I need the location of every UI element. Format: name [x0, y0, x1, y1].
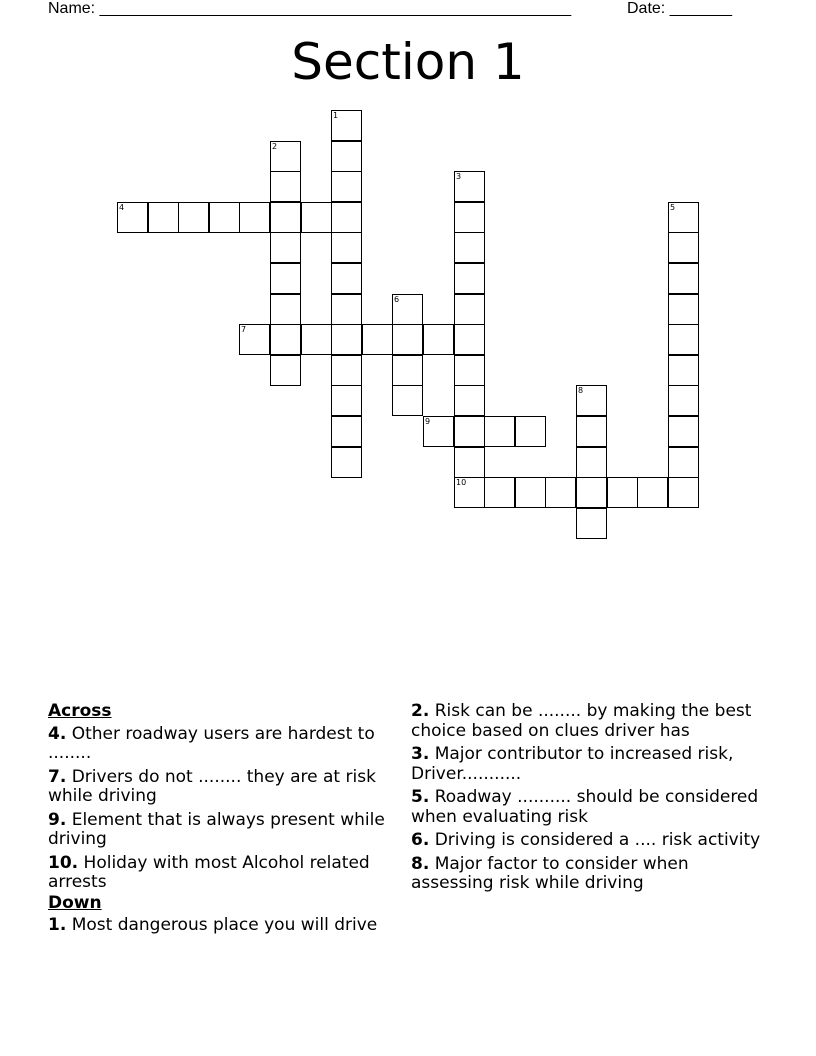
clue-text: Major contributor to increased risk, Driver........... [411, 744, 734, 784]
clue-number-label: 4 [119, 203, 125, 212]
date-field: Date: _______ [627, 0, 732, 17]
grid-cell[interactable] [668, 263, 699, 294]
clue-number: 7. [48, 766, 67, 787]
grid-cell[interactable] [331, 416, 362, 447]
down-clue-8 [411, 855, 771, 894]
grid-cell[interactable] [668, 416, 699, 447]
grid-cell[interactable] [515, 416, 546, 447]
grid-cell[interactable] [668, 385, 699, 416]
down-clue-3 [411, 745, 771, 784]
across-clue-9 [48, 811, 398, 850]
grid-cell[interactable] [668, 477, 699, 508]
down-heading: Down [48, 892, 102, 913]
grid-cell[interactable] [239, 324, 270, 355]
clue-text: Most dangerous place you will drive [71, 915, 378, 935]
grid-cell[interactable] [331, 232, 362, 263]
grid-cell[interactable] [607, 477, 638, 508]
name-field: Name: _____________________________________________________ [48, 0, 572, 17]
grid-cell[interactable] [576, 385, 607, 416]
down-clue-5 [411, 788, 771, 827]
clue-number-label: 6 [394, 295, 400, 304]
clue-number: 10. [48, 852, 79, 873]
grid-cell[interactable] [392, 385, 423, 416]
clue-number: 2. [411, 701, 430, 721]
clue-number-label: 5 [670, 203, 676, 212]
grid-cell[interactable] [239, 202, 270, 233]
grid-cell[interactable] [484, 477, 515, 508]
grid-cell[interactable] [301, 202, 332, 233]
grid-cell[interactable] [454, 447, 485, 478]
clues-right-column [411, 702, 771, 898]
clues-left-column [48, 702, 398, 940]
grid-cell[interactable] [637, 477, 668, 508]
grid-cell[interactable] [392, 324, 423, 355]
grid-cell[interactable] [668, 447, 699, 478]
grid-cell[interactable] [331, 324, 362, 355]
clue-text: Roadway .......... should be considered when evaluating risk [411, 787, 759, 827]
grid-cell[interactable] [270, 355, 301, 386]
grid-cell[interactable] [392, 355, 423, 386]
clue-number: 1. [48, 915, 67, 935]
across-heading: Across [48, 701, 112, 721]
grid-cell[interactable] [454, 355, 485, 386]
clue-number-label: 9 [425, 417, 431, 426]
grid-cell[interactable] [331, 263, 362, 294]
grid-cell[interactable] [331, 385, 362, 416]
grid-cell[interactable] [423, 416, 454, 447]
clue-text: Holiday with most Alcohol related arrests [48, 852, 370, 892]
grid-cell[interactable] [576, 477, 607, 508]
clue-number-label: 7 [241, 325, 247, 334]
grid-cell[interactable] [270, 232, 301, 263]
grid-cell[interactable] [454, 294, 485, 325]
grid-cell[interactable] [454, 385, 485, 416]
grid-cell[interactable] [576, 447, 607, 478]
grid-cell[interactable] [668, 232, 699, 263]
grid-cell[interactable] [270, 171, 301, 202]
down-clue-2 [411, 702, 771, 741]
clue-number-label: 3 [456, 172, 462, 181]
grid-cell[interactable] [576, 508, 607, 539]
grid-cell[interactable] [331, 294, 362, 325]
grid-cell[interactable] [117, 202, 148, 233]
grid-cell[interactable] [209, 202, 240, 233]
grid-cell[interactable] [668, 294, 699, 325]
clue-number: 5. [411, 787, 430, 807]
grid-cell[interactable] [454, 232, 485, 263]
clue-number: 9. [48, 809, 67, 830]
grid-cell[interactable] [270, 294, 301, 325]
grid-cell[interactable] [148, 202, 179, 233]
grid-cell[interactable] [668, 202, 699, 233]
grid-cell[interactable] [576, 416, 607, 447]
clue-text: Drivers do not ........ they are at risk while driving [48, 766, 376, 806]
grid-cell[interactable] [454, 324, 485, 355]
grid-cell[interactable] [301, 324, 332, 355]
grid-cell[interactable] [423, 324, 454, 355]
page-title: Section 1 [291, 33, 525, 91]
clue-number-label: 10 [456, 478, 467, 487]
clue-number: 4. [48, 723, 67, 744]
down-clue-6 [411, 831, 771, 851]
grid-cell[interactable] [668, 355, 699, 386]
grid-cell[interactable] [515, 477, 546, 508]
clue-number: 6. [411, 830, 430, 850]
grid-cell[interactable] [668, 324, 699, 355]
grid-cell[interactable] [454, 416, 485, 447]
grid-cell[interactable] [454, 477, 485, 508]
grid-cell[interactable] [270, 141, 301, 172]
across-clue-10 [48, 854, 398, 893]
grid-cell[interactable] [331, 447, 362, 478]
down-clue-1 [48, 916, 398, 936]
grid-cell[interactable] [545, 477, 576, 508]
clue-number-label: 8 [578, 386, 584, 395]
grid-cell[interactable] [454, 171, 485, 202]
grid-cell[interactable] [331, 141, 362, 172]
clue-text: Driving is considered a .... risk activity [434, 830, 761, 850]
clue-text: Other roadway users are hardest to ........ [48, 723, 375, 763]
grid-cell[interactable] [331, 202, 362, 233]
grid-cell[interactable] [331, 171, 362, 202]
clue-number-label: 2 [272, 142, 278, 151]
grid-cell[interactable] [484, 416, 515, 447]
clue-text: Risk can be ........ by making the best choice based on clues driver has [411, 701, 752, 741]
clue-number-label: 1 [333, 111, 339, 120]
grid-cell[interactable] [392, 294, 423, 325]
clue-text: Major factor to consider when assessing risk while driving [411, 853, 689, 893]
across-clue-4 [48, 725, 398, 764]
grid-cell[interactable] [362, 324, 393, 355]
grid-cell[interactable] [454, 202, 485, 233]
grid-cell[interactable] [270, 202, 301, 233]
grid-cell[interactable] [178, 202, 209, 233]
grid-cell[interactable] [454, 263, 485, 294]
across-clue-7 [48, 768, 398, 807]
grid-cell[interactable] [270, 324, 301, 355]
grid-cell[interactable] [270, 263, 301, 294]
grid-cell[interactable] [331, 110, 362, 141]
clue-number: 8. [411, 853, 430, 874]
clue-text: Element that is always present while driving [48, 809, 385, 849]
grid-cell[interactable] [331, 355, 362, 386]
clue-number: 3. [411, 744, 430, 764]
